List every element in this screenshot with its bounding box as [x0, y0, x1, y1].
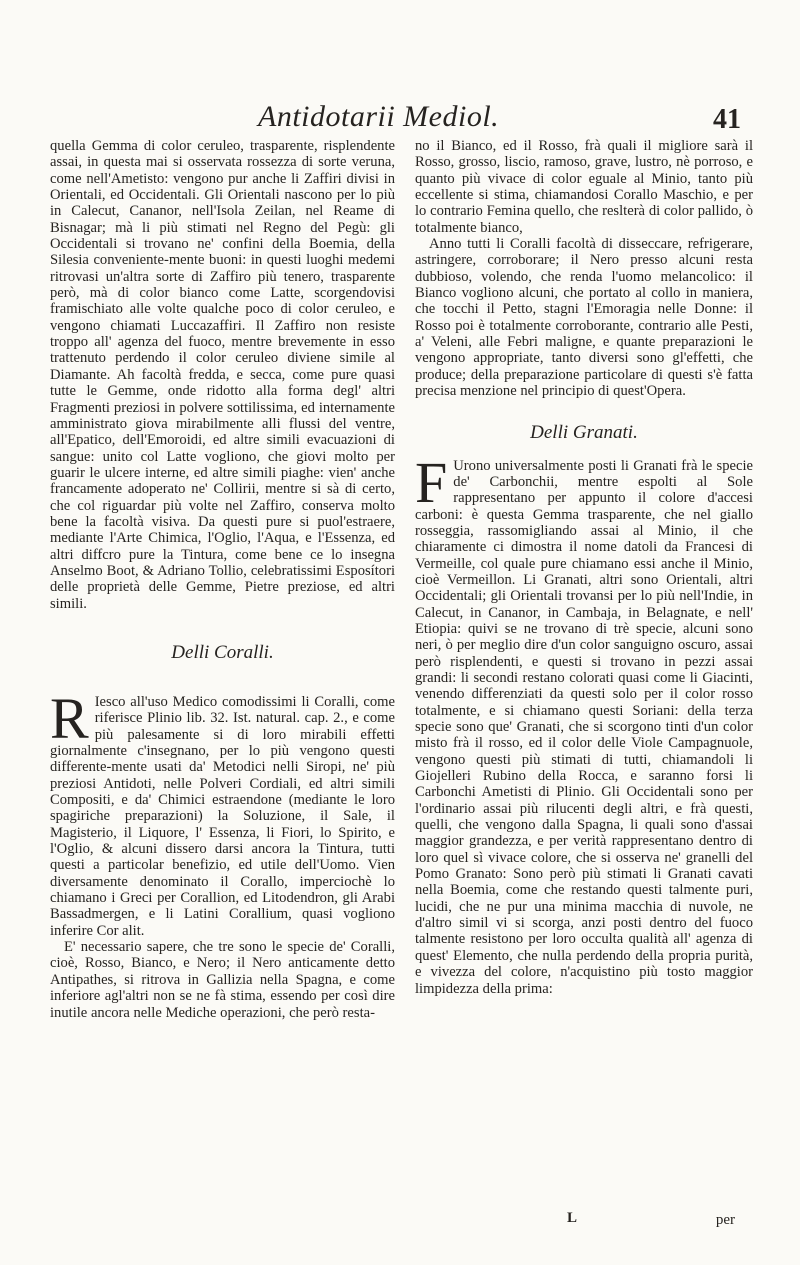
- paragraph-text: Iesco all'uso Medico comodissimi li Coralli, come riferisce Plinio lib. 32. Ist. natural. cap. 2., e come più palesamente si di loro mirabili effetti giornalmente c'insegnano, per lo più vengono questi differente-mente usati da' Metodici nelli Siropi, ne' più preziosi Antidoti, nelle Polveri Cordiali, ed altri simili Compositi, e da' Chimici estraendone (mediante le loro spagiriche preparazioni) la Soluzione, il Sale, il Magisterio, il Liquore, l' Essenza, li Fiori, lo Spirito, e l'Oglio, & alcuni dissero darsi ancora la Tintura, tutti questi a particolar benefizio, ed utile dell'Uomo. Vien diversamente denominato il Corallo, imperciochè lo chiamano i Greci per Corallion, ed Litodendron, gli Arabi Bassadmergen, e li Latini Corallium, quasi vogliono inferire Cor alit.: [50, 693, 395, 939]
- section-title-granati: Delli Granati.: [530, 421, 638, 443]
- running-head: [0, 100, 800, 140]
- body-paragraph: [415, 449, 753, 997]
- left-column: [50, 138, 395, 1021]
- section-title-coralli: Delli Coralli.: [171, 641, 274, 663]
- body-paragraph: E' necessario sapere, che tre sono le specie de' Coralli, cioè, Rosso, Bianco, e Nero; il Nero anticamente detto Antipathes, si ritrova in Gallizia nella Spagna, e come inferiore agl'altri non se ne fà stima, essendo per così dire inutile ancora nelle Mediche operazioni, che però resta-: [50, 939, 395, 1021]
- body-paragraph: quella Gemma di color ceruleo, trasparente, risplendente assai, in questa mai si osservata rossezza di sorte veruna, come nell'Ametisto: vengono pur anche li Zaffiri divisi in Orientali, ed Occidentali. Gli Orientali nascono per lo più in Calecut, Cananor, nell'Isola Zeilan, nel Reame di Bisnagar; mà li più stimati nel Regno del Pegù: gli Occidentali si trovano ne' confini della Boemia, della Silesia conveniente-mente buoni: in questi luoghi medemi ritrovasi un'altra sorte di Zaffiro più tenero, trasparente però, mà di color bianco come Latte, scorgendovisi framischiato alle volte qualche poco di color ceruleo, e vengono chiamati Luccazaffiri. Il Zaffiro non resiste troppo all' agenza del fuoco, mentre brevemente in esso trattenuto perdendo il color ceruleo diviene simile al Diamante. Ah facoltà fredda, e secca, come pure quasi tutte le Gemme, onde ridotto alla forma degl' altri Fragmenti preziosi in polvere sottilissima, ed internamente amministrato giova mirabilmente alli flussi del ventre, all'Epatico, dell'Emoroidi, ed altre simili evacuazioni di sangue: unito col Latte vogliono, che giovi molto per guarir le ulcere interne, ed altre simili piaghe: vien' anche francamente adoperato ne' Collirii, mentre si sà di certo, che col riguardar più volte nel Zaffiro, conserva molto bene la facoltà visiva. Da questi pure si puol'estraere, mediante l'Arte Chimica, l'Oglio, l'Aqua, e l'Essenza, ed altri diffcro pure la Tintura, come bene ce lo insegna Anselmo Boot, & Adriano Tollio, celebratissimi Esposítori delle proprietà delle Gemme, Pietre preziose, ed altri simili.: [50, 138, 395, 612]
- right-column: [415, 138, 753, 997]
- drop-cap: F: [415, 449, 448, 515]
- body-paragraph: Anno tutti li Coralli facoltà di disseccare, refrigerare, astringere, corroborare; il Nero presso alcuni resta dubbioso, volendo, che renda l'uomo melancolico: il Bianco vogliono alcuni, che portato al collo in maniera, che tocchi il Petto, stagni l'Emoragia nelle Donne: il Rosso poi è totalmente corroborante, contrario alle Pesti, a' Veleni, alle Febri maligne, e quante preparazioni le vengono appropriate, tanto diversi sono gl'effetti, che produce; della preparazione particolare di questi s'è fatta precisa menzione nel principio di quest'Opera.: [415, 236, 753, 400]
- page-number: 41: [713, 104, 741, 135]
- drop-cap: R: [50, 685, 89, 751]
- signature-mark: L: [567, 1210, 578, 1226]
- page-footer: [415, 1210, 753, 1230]
- body-paragraph: no il Bianco, ed il Rosso, frà quali il migliore sarà il Rosso, grosso, liscio, ramoso, grave, lustro, nè porroso, e quanto più vivace di color eguale al Minio, tanto più eccellente si stima, chiamandosi Corallo Maschio, e per lo contrario Femina quello, che reslterà di color pallido, ò totalmente bianco,: [415, 138, 753, 236]
- paragraph-text: Urono universalmente posti li Granati frà le specie de' Carbonchii, mentre espolti al Sole rappresentano per appunto il colore d'accesi carboni: è questa Gemma trasparente, che nel giallo rosseggia, rassomigliando assai al Minio, il che chiaramente ci dimostra il nome datoli da Francesi di Vermeille, col quale pure chiamano essi anche il Minio, cioè Vermeillon. Li Granati, altri sono Orientali, altri Occidentali; gli Orientali trovansi per lo più nell'Indie, in Calecut, in Cananor, in Cambaja, in Belagnate, e nell' Etiopia: quivi se ne trovano di trè specie, alcuni sono neri, ò per meglio dire d'un color sanguigno oscuro, assai però risplendenti, e questi si trovano in pezzi assai grandi: li secondi restano colorati quasi come li Giacinti, venendo differenziati da questi solo per il color rosso totalmente, e si chiamano questi Soriani: della terza specie sono que' Granati, che si scorgono tinti d'un color misto frà il rosso, ed il color delle Viole Campagnuole, vengono questi più stimati di tutti, chiamandoli li Giojelleri Rubino della Rocca, e saranno forsi li Carbonchi Ametisti di Plinio. Gli Occidentali sono per l'ordinario assai più rilucenti degli altri, e frà questi, quelli, che vengono dalla Spagna, li quali sono d'assai maggior grandezza, e per verità rappresentano dentro di loro quel sì vivace colore, che si osserva ne' granelli del Pomo Granato: Sono però più stimati li Granati cavati nella Boemia, come che restando questi talmente puri, lucidi, che ne pur una minima macchia di nuvole, ne d'altro simil vi si scorga, anzi posti dentro del fuoco talmente resistono per loro occulta qualità all' agenza di quest' Elemento, che nulla perdendo della propria purità, e vivezza del colore, n'acquistino più tosto maggior limpidezza della prima:: [415, 457, 753, 997]
- running-title: Antidotarii Mediol.: [258, 100, 500, 133]
- catchword: per: [715, 1212, 735, 1228]
- body-paragraph: [50, 685, 395, 939]
